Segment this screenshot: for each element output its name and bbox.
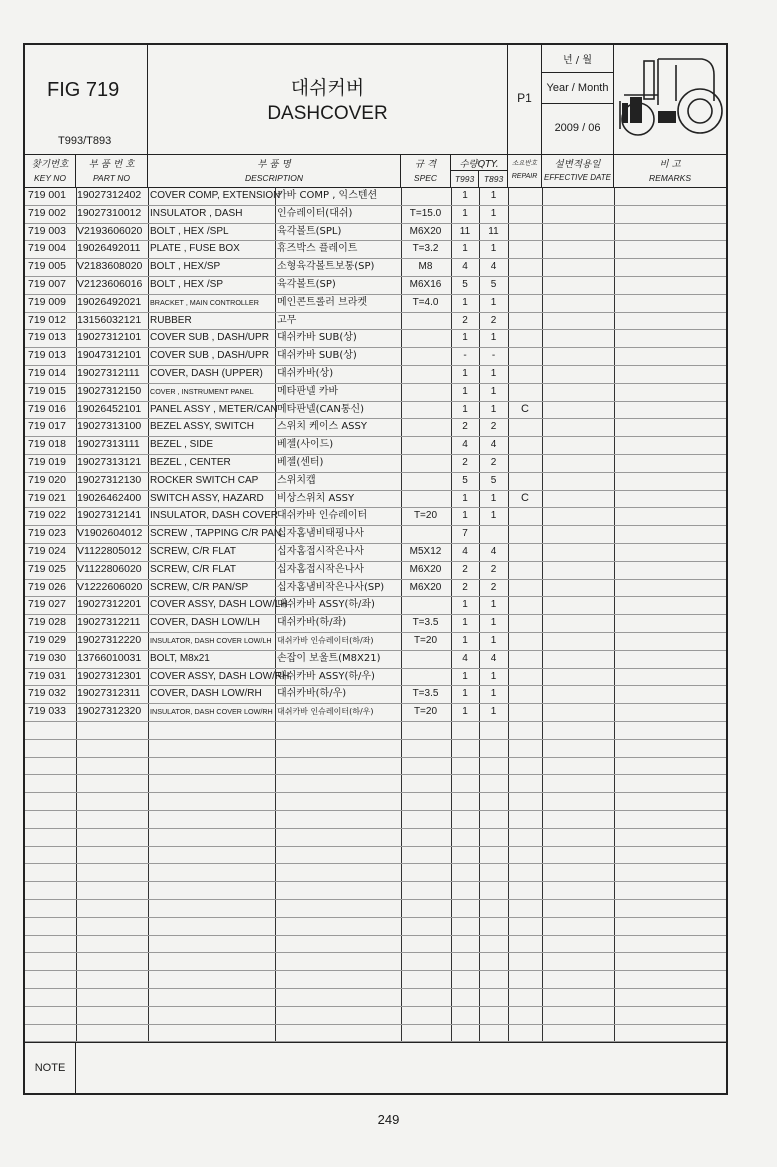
note-area	[25, 1042, 726, 1094]
description-korean: 카바 COMP , 익스텐션	[277, 190, 378, 201]
qty-t993: 4	[462, 261, 468, 273]
table-row	[25, 383, 726, 401]
key-no: 719 001	[28, 189, 66, 201]
description: BOLT , HEX /SP	[150, 279, 223, 290]
spec: M8	[418, 261, 433, 273]
description-korean: 손잡이 보울트(M8X21)	[277, 652, 381, 664]
qty-t993: 2	[462, 457, 468, 468]
spec: T=15.0	[409, 207, 442, 219]
part-no: 19027313100	[77, 420, 142, 433]
col-qty-kr: 수량QTY.	[459, 159, 499, 170]
qty-t993: 1	[462, 332, 468, 344]
key-no: 719 030	[28, 651, 66, 664]
key-no: 719 014	[28, 367, 66, 379]
description: RUBBER	[150, 314, 192, 326]
key-no: 719 020	[28, 473, 66, 486]
table-row	[25, 703, 726, 721]
qty-t893: 5	[490, 474, 497, 486]
description: COVER ASSY, DASH LOW/RH	[150, 670, 290, 682]
spec: T=3.2	[412, 243, 439, 255]
part-no: 19027312101	[77, 331, 142, 344]
table-row	[25, 276, 726, 294]
part-no: V2183608020	[77, 260, 143, 273]
col-repair-kr: 소요반호	[511, 159, 538, 167]
description-korean: 대쉬카바 인슈레이터(하/우)	[277, 707, 374, 717]
qty-t893: 4	[490, 546, 497, 557]
figure-cell	[25, 45, 148, 154]
spec: M5X12	[409, 546, 442, 557]
qty-t893: 1	[490, 190, 497, 201]
spec: T=3.5	[412, 688, 439, 700]
description-korean: 메타판넬(CAN통신)	[277, 403, 365, 415]
description: SCREW, C/R FLAT	[150, 546, 236, 557]
key-no: 719 005	[28, 260, 66, 273]
col-repair-en: REPAIR	[511, 173, 538, 180]
qty-t993: 1	[462, 492, 468, 504]
description-korean: 대쉬카바(하/좌)	[277, 617, 347, 629]
description: COVER, DASH LOW/RH	[150, 688, 262, 700]
year-month-label-kr: 년 / 월	[562, 55, 593, 66]
col-key-kr: 찾기번호	[31, 159, 69, 170]
tractor-icon	[614, 45, 726, 154]
qty-t993: 4	[462, 652, 468, 664]
table-row	[25, 365, 726, 383]
spec: M6X16	[409, 279, 442, 290]
part-no: 19027312220	[77, 634, 142, 646]
description: BOLT, M8x21	[150, 652, 210, 664]
key-no: 719 013	[28, 331, 66, 344]
description: COVER SUB , DASH/UPR	[150, 350, 269, 362]
part-no: V1122805012	[77, 545, 142, 557]
page-code: P1	[508, 45, 542, 154]
qty-t993: -	[463, 350, 467, 362]
description-korean: 스위치캡	[277, 474, 316, 486]
table-row	[25, 401, 726, 419]
qty-t893: 11	[488, 225, 499, 237]
part-no: 19027312402	[77, 189, 142, 201]
table-row	[25, 205, 726, 223]
model-name: T993/T893	[58, 135, 112, 147]
qty-t993: 4	[462, 546, 468, 557]
key-no: 719 033	[28, 705, 66, 718]
description-korean: 대쉬카바 인슈레이터	[277, 510, 368, 522]
qty-t993: 11	[459, 225, 471, 237]
key-no: 719 013	[28, 349, 66, 362]
description-korean: 베젤(사이드)	[277, 439, 334, 451]
part-no: 19026462400	[77, 491, 142, 504]
description-korean: 인슈레이터(대쉬)	[277, 207, 353, 219]
col-part	[76, 154, 148, 187]
qty-t893: 2	[490, 563, 497, 575]
qty-t893: 2	[490, 581, 497, 593]
year-month-value: 2009 / 06	[554, 122, 601, 134]
description-korean: 대쉬카바(하/우)	[277, 688, 347, 700]
table-row	[25, 561, 726, 579]
repair-code: C	[521, 491, 529, 504]
description-korean: 육각볼트(SP)	[277, 279, 336, 290]
page-number: 249	[377, 1112, 400, 1127]
col-key-en: KEY NO	[34, 173, 66, 183]
col-effective-date	[542, 154, 614, 187]
qty-t993: 1	[462, 243, 468, 255]
description: SCREW, C/R FLAT	[150, 563, 236, 575]
description: BOLT , HEX/SP	[150, 261, 221, 273]
key-no: 719 028	[28, 616, 66, 629]
parts-sheet	[23, 43, 728, 1095]
description: INSULATOR, DASH COVER LOW/LH	[150, 636, 272, 645]
figure-title: FIG 719	[47, 79, 120, 101]
description: BEZEL ASSY, SWITCH	[150, 421, 254, 433]
description: BRACKET , MAIN CONTROLLER	[150, 297, 259, 307]
part-no: 19027312320	[77, 705, 142, 718]
col-spec-kr: 규 격	[414, 159, 437, 170]
table-row	[25, 650, 726, 668]
key-no: 719 017	[28, 420, 66, 433]
qty-t893: 1	[490, 688, 497, 700]
qty-t893: 1	[490, 492, 497, 504]
col-remarks	[614, 154, 726, 187]
key-no: 719 029	[28, 634, 66, 646]
key-no: 719 019	[28, 456, 66, 468]
col-key	[25, 154, 76, 187]
key-no: 719 031	[28, 669, 66, 682]
table-row	[25, 436, 726, 454]
qty-t993: 1	[462, 296, 468, 308]
qty-t893: 1	[490, 243, 497, 255]
qty-t993: 1	[462, 207, 468, 219]
qty-t993: 5	[462, 279, 468, 290]
qty-t893: 2	[490, 314, 497, 326]
spec: T=3.5	[412, 617, 439, 629]
description-korean: 메타판넬 카바	[277, 385, 339, 397]
qty-t993: 1	[462, 190, 468, 201]
qty-t893: 2	[490, 457, 497, 468]
parts-table	[25, 187, 726, 1042]
key-no: 719 025	[28, 562, 66, 575]
description-korean: 대쉬카바(상)	[277, 368, 334, 379]
qty-t993: 1	[462, 617, 468, 629]
table-row	[25, 312, 726, 330]
qty-t993: 2	[462, 421, 468, 433]
part-no: V1222606020	[77, 580, 143, 593]
table-row	[25, 579, 726, 597]
key-no: 719 027	[28, 598, 66, 611]
title-korean: 대쉬커버	[290, 77, 365, 99]
table-row	[25, 525, 726, 543]
qty-t993: 2	[462, 563, 468, 575]
key-no: 719 021	[28, 491, 66, 504]
col-qty-t993: T993	[451, 170, 479, 187]
col-description	[148, 154, 401, 187]
key-no: 719 007	[28, 278, 66, 290]
column-header	[25, 154, 726, 188]
description-korean: 육각볼트(SPL)	[277, 225, 342, 237]
spec: M6X20	[409, 563, 442, 575]
key-no: 719 023	[28, 527, 66, 540]
qty-t993: 1	[462, 385, 468, 397]
key-no: 719 009	[28, 295, 66, 308]
part-no: 13156032121	[77, 313, 142, 326]
description: COVER , INSTRUMENT PANEL	[150, 386, 254, 396]
key-no: 719 016	[28, 402, 66, 415]
col-spec	[401, 154, 451, 187]
description-korean: 대쉬카바 ASSY(하/우)	[277, 670, 375, 682]
part-no: 19027313121	[77, 456, 142, 468]
col-desc-en: DESCRIPTION	[244, 173, 304, 183]
table-row	[25, 507, 726, 525]
key-no: 719 003	[28, 224, 66, 237]
col-desc-kr: 부 품 명	[257, 159, 291, 170]
part-no: 19027310012	[77, 206, 142, 219]
title-english: DASHCOVER	[267, 103, 388, 124]
spec: M6X20	[409, 581, 442, 593]
table-row	[25, 454, 726, 472]
col-qty	[451, 154, 508, 187]
part-no: 19027313111	[77, 438, 140, 451]
qty-t993: 2	[462, 581, 468, 593]
qty-t893: 1	[490, 332, 497, 344]
title-cell	[148, 45, 508, 154]
qty-t993: 1	[462, 368, 468, 379]
key-no: 719 022	[28, 509, 66, 522]
description-korean: 대쉬카바 ASSY(하/좌)	[277, 599, 375, 611]
description-korean: 휴즈박스 플레이트	[277, 243, 358, 255]
table-row	[25, 187, 726, 205]
table-row	[25, 472, 726, 490]
key-no: 719 018	[28, 438, 66, 451]
description-korean: 베젤(센터)	[277, 457, 324, 468]
col-qty-t893: T893	[479, 170, 508, 187]
qty-t893: 5	[490, 279, 497, 290]
spec: T=4.0	[412, 296, 439, 308]
part-no: 19027312150	[77, 384, 142, 397]
qty-t893: 1	[490, 296, 497, 308]
description-korean: 대쉬카바 SUB(상)	[277, 332, 357, 344]
table-row	[25, 329, 726, 347]
key-no: 719 004	[28, 242, 66, 255]
col-eff-kr: 설변적용일	[554, 159, 601, 170]
description-korean: 스위치 케이스 ASSY	[277, 421, 367, 433]
year-month-label-en: Year / Month	[542, 72, 613, 104]
description: INSULATOR , DASH	[150, 207, 243, 219]
qty-t893: 1	[490, 670, 497, 682]
description: PLATE , FUSE BOX	[150, 243, 240, 255]
key-no: 719 024	[28, 545, 66, 557]
part-no: 19026492011	[77, 242, 141, 255]
key-no: 719 032	[28, 687, 66, 700]
part-no: 19027312311	[77, 687, 141, 700]
key-no: 719 026	[28, 580, 66, 593]
part-no: V1902604012	[77, 527, 143, 540]
spec: T=20	[413, 635, 438, 646]
col-part-en: PART NO	[93, 173, 130, 183]
description: COVER COMP, EXTENSION	[150, 190, 281, 201]
spec: T=20	[413, 510, 438, 522]
part-no: 13766010031	[77, 651, 142, 664]
description-korean: 대쉬카바 SUB(상)	[277, 350, 357, 362]
repair-code: C	[521, 402, 529, 415]
description-korean: 십자홈접시작은나사	[277, 546, 364, 557]
spec: T=20	[413, 706, 438, 718]
part-no: 19027312111	[77, 367, 140, 379]
description: PANEL ASSY , METER/CAN	[150, 403, 278, 415]
qty-t993: 1	[462, 599, 468, 611]
table-row	[25, 685, 726, 703]
col-rem-kr: 비 고	[659, 159, 681, 170]
description-korean: 십자홈냄비태핑나사	[277, 528, 364, 540]
table-row	[25, 223, 726, 241]
qty-t893: 1	[490, 207, 497, 219]
key-no: 719 012	[28, 313, 66, 326]
description: COVER, DASH LOW/LH	[150, 617, 261, 629]
qty-t993: 4	[462, 439, 468, 451]
description: ROCKER SWITCH CAP	[150, 474, 259, 486]
qty-t893: 1	[490, 599, 497, 611]
description: SCREW , TAPPING C/R PAN	[150, 528, 282, 540]
qty-t893: 1	[490, 510, 497, 522]
table-row	[25, 543, 726, 561]
col-part-kr: 부 품 번 호	[88, 159, 135, 170]
description: INSULATOR, DASH COVER LOW/RH	[150, 707, 273, 717]
description-korean: 십자홈접시작은나사	[277, 563, 364, 575]
qty-t893: 2	[490, 421, 497, 433]
table-row	[25, 632, 726, 650]
col-spec-en: SPEC	[413, 173, 438, 183]
key-no: 719 015	[28, 384, 66, 397]
qty-t993: 1	[462, 635, 468, 646]
description: INSULATOR, DASH COVER	[150, 510, 278, 522]
qty-t993: 1	[462, 403, 468, 415]
part-no: 19027312211	[77, 616, 141, 629]
table-row	[25, 418, 726, 436]
qty-t893: 1	[490, 368, 497, 379]
description-korean: 비상스위치 ASSY	[277, 492, 355, 504]
table-row	[25, 294, 726, 312]
qty-t893: 4	[490, 652, 497, 664]
description: COVER ASSY, DASH LOW/LH	[150, 599, 288, 611]
col-eff-en: EFFECTIVE DATE	[544, 173, 611, 182]
qty-t893: -	[491, 350, 496, 362]
part-no: 19047312101	[77, 349, 142, 362]
sheet-header	[25, 45, 726, 155]
part-no: 19027312201	[77, 598, 142, 611]
table-row	[25, 347, 726, 365]
table-row	[25, 668, 726, 686]
description-korean: 십자홈냄비작은나사(SP)	[277, 581, 385, 593]
qty-t993: 1	[462, 670, 468, 682]
qty-t993: 1	[462, 688, 468, 700]
col-rem-en: REMARKS	[648, 173, 692, 183]
qty-t893: 4	[490, 261, 497, 273]
qty-t993: 5	[462, 474, 468, 486]
qty-t893: 1	[490, 403, 497, 415]
description: BEZEL , SIDE	[150, 439, 213, 451]
qty-t993: 2	[462, 314, 468, 326]
description-korean: 고무	[277, 314, 297, 326]
spec: M6X20	[409, 225, 442, 237]
qty-t893: 1	[490, 385, 497, 397]
table-row	[25, 490, 726, 508]
description: SWITCH ASSY, HAZARD	[150, 492, 264, 504]
part-no: 19027312141	[77, 509, 142, 522]
qty-t993: 1	[462, 510, 468, 522]
part-no: 19026492021	[77, 295, 142, 308]
part-no: 19027312301	[77, 669, 142, 682]
description-korean: 대쉬카바 인슈레이터(하/좌)	[277, 636, 374, 645]
part-no: 19027312130	[77, 473, 142, 486]
col-repair	[508, 154, 542, 187]
description: COVER SUB , DASH/UPR	[150, 332, 269, 344]
table-row	[25, 596, 726, 614]
description-korean: 소형육각볼트보통(SP)	[277, 261, 375, 273]
year-month-cell	[542, 45, 614, 154]
key-no: 719 002	[28, 206, 66, 219]
qty-t893: 4	[490, 439, 497, 451]
qty-t893: 1	[490, 706, 497, 718]
table-row	[25, 614, 726, 632]
description: BOLT , HEX /SPL	[150, 225, 229, 237]
qty-t893: 1	[490, 617, 497, 629]
note-label: NOTE	[25, 1043, 76, 1094]
qty-t993: 7	[462, 528, 468, 540]
description: SCREW, C/R PAN/SP	[150, 581, 249, 593]
part-no: V2123606016	[77, 278, 143, 290]
part-no: V2193606020	[77, 224, 143, 237]
table-row	[25, 240, 726, 258]
description: BEZEL , CENTER	[150, 457, 231, 468]
qty-t993: 1	[462, 706, 468, 718]
description-korean: 메인콘트롤러 브라켓	[277, 296, 368, 308]
part-no: V1122806020	[77, 562, 142, 575]
table-row	[25, 258, 726, 276]
description: COVER, DASH (UPPER)	[150, 368, 263, 379]
part-no: 19026452101	[77, 402, 142, 415]
qty-t893: 1	[490, 635, 497, 646]
